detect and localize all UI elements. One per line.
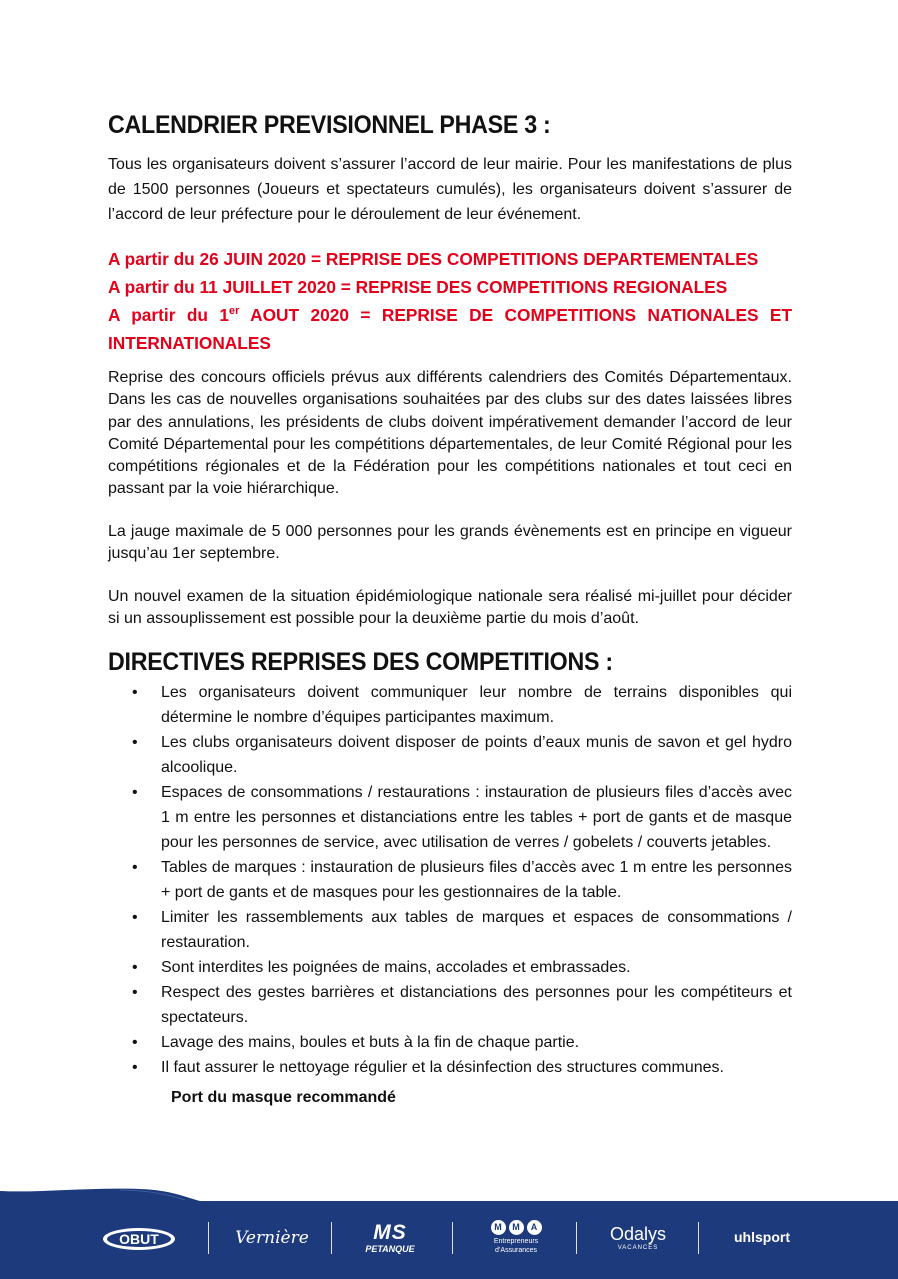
section-title-directives: DIRECTIVES REPRISES DES COMPETITIONS : bbox=[108, 647, 613, 676]
jauge-paragraph: La jauge maximale de 5 000 personnes pour les grands évènements est en principe en vigueur jusqu’au 1er septembre. bbox=[108, 522, 792, 563]
bullet-icon: • bbox=[132, 1058, 138, 1076]
ms-petanque-text: PETANQUE bbox=[365, 1244, 415, 1254]
list-item bbox=[108, 980, 792, 1030]
date-line-nationales-prefix: A partir du 1 bbox=[108, 305, 229, 325]
sponsor-divider bbox=[452, 1222, 453, 1254]
mma-logo bbox=[476, 1220, 556, 1255]
sponsor-divider bbox=[331, 1222, 332, 1254]
ms-logo-text: MS bbox=[373, 1221, 407, 1244]
bullet-icon: • bbox=[132, 683, 138, 701]
date-line-nationales bbox=[108, 301, 792, 357]
list-item bbox=[108, 730, 792, 780]
list-item-text: Lavage des mains, boules et buts à la fin de chaque partie. bbox=[161, 1033, 580, 1051]
bullet-icon: • bbox=[132, 733, 138, 751]
list-item bbox=[108, 955, 792, 980]
list-item-text: Il faut assurer le nettoyage régulier et la désinfection des structures communes. bbox=[161, 1058, 724, 1076]
bullet-icon: • bbox=[132, 958, 138, 976]
mma-letter-m2: M bbox=[509, 1220, 524, 1235]
bullet-icon: • bbox=[132, 1033, 138, 1051]
list-item bbox=[108, 1055, 792, 1080]
sponsor-divider bbox=[208, 1222, 209, 1254]
directives-list bbox=[108, 680, 792, 1080]
bullet-icon: • bbox=[132, 858, 138, 876]
ms-petanque-logo bbox=[356, 1222, 424, 1254]
sponsors-row bbox=[0, 1206, 898, 1266]
odalys-sub-text: VACANCES bbox=[617, 1245, 659, 1251]
reprise-paragraph: Reprise des concours officiels prévus aux différents calendriers des Comités Départementaux. Dans les cas de nouvelles organisations souhaitées par des clubs sur des dates laissées libres par des annulations, les présidents de clubs doivent impérativement demander l’accord de leur Comité Départemental pour les compétitions départementales, de leur Comité Régional pour les compétitions régionales et de la Fédération pour les compétitions nationales et tout ceci en passant par la voie hiérarchique. bbox=[108, 369, 792, 498]
mask-recommendation: Port du masque recommandé bbox=[171, 1088, 396, 1106]
list-item-text: Sont interdites les poignées de mains, accolades et embrassades. bbox=[161, 958, 631, 976]
list-item-text: Respect des gestes barrières et distanciations des personnes pour les compétiteurs et spectateurs. bbox=[161, 983, 792, 1026]
date-line-nationales-suffix: AOUT 2020 = REPRISE DE COMPETITIONS NATIONALES ET INTERNATIONALES bbox=[108, 305, 793, 353]
list-item-text: Les clubs organisateurs doivent disposer de points d’eaux munis de savon et gel hydro alcoolique. bbox=[161, 733, 792, 776]
superscript-er: er bbox=[228, 305, 240, 317]
list-item bbox=[108, 680, 792, 730]
dates-block bbox=[108, 245, 792, 357]
mma-circles bbox=[476, 1220, 556, 1235]
uhlsport-logo bbox=[722, 1229, 802, 1247]
section-title-calendrier: CALENDRIER PREVISIONNEL PHASE 3 : bbox=[108, 111, 551, 139]
bullet-icon: • bbox=[132, 783, 138, 801]
date-line-departementales: A partir du 26 JUIN 2020 = REPRISE DES COMPETITIONS DEPARTEMENTALES bbox=[108, 249, 759, 269]
list-item bbox=[108, 780, 792, 855]
intro-paragraph: Tous les organisateurs doivent s’assurer l’accord de leur mairie. Pour les manifestations de plus de 1500 personnes (Joueurs et spectateurs cumulés), les organisateurs doivent s’assurer de l’accord de leur préfecture pour le déroulement de leur événement. bbox=[108, 156, 792, 223]
bullet-icon: • bbox=[132, 983, 138, 1001]
list-item-text: Limiter les rassemblements aux tables de marques et espaces de consommations / restauration. bbox=[161, 908, 792, 951]
odalys-logo bbox=[600, 1224, 676, 1252]
vermiere-logo bbox=[232, 1228, 312, 1248]
odalys-logo-text: Odalys bbox=[609, 1224, 667, 1244]
list-item bbox=[108, 855, 792, 905]
date-line-regionales: A partir du 11 JUILLET 2020 = REPRISE DES COMPETITIONS REGIONALES bbox=[108, 277, 728, 297]
sponsor-divider bbox=[576, 1222, 577, 1254]
page-content bbox=[108, 108, 792, 1113]
mma-line1: Entrepreneurs bbox=[493, 1238, 539, 1245]
list-item-text: Espaces de consommations / restaurations : instauration de plusieurs files d’accès avec 1 m entre les personnes et distanciations entre les tables + port de gants et de masque pour les personnes de service, avec utilisation de verres / gobelets / couverts jetables. bbox=[161, 783, 792, 851]
examen-paragraph: Un nouvel examen de la situation épidémiologique nationale sera réalisé mi-juillet pour décider si un assouplissement est possible pour la deuxième partie du mois d’août. bbox=[108, 587, 792, 628]
bullet-icon: • bbox=[132, 908, 138, 926]
mma-line2: d’Assurances bbox=[494, 1247, 538, 1254]
list-item-text: Tables de marques : instauration de plusieurs files d’accès avec 1 m entre les personnes + port de gants et de masques pour les gestionnaires de la table. bbox=[161, 858, 792, 901]
list-item bbox=[108, 905, 792, 955]
vermiere-logo-text: Vernière bbox=[235, 1228, 309, 1248]
sponsor-divider bbox=[698, 1222, 699, 1254]
list-item-text: Les organisateurs doivent communiquer leur nombre de terrains disponibles qui détermine le nombre d’équipes participantes maximum. bbox=[161, 683, 792, 726]
obut-logo bbox=[101, 1226, 177, 1252]
uhlsport-logo-text: uhlsport bbox=[734, 1229, 790, 1245]
mma-letter-a: A bbox=[527, 1220, 542, 1235]
mma-letter-m1: M bbox=[491, 1220, 506, 1235]
obut-logo-text: OBUT bbox=[119, 1231, 159, 1247]
list-item bbox=[108, 1030, 792, 1055]
